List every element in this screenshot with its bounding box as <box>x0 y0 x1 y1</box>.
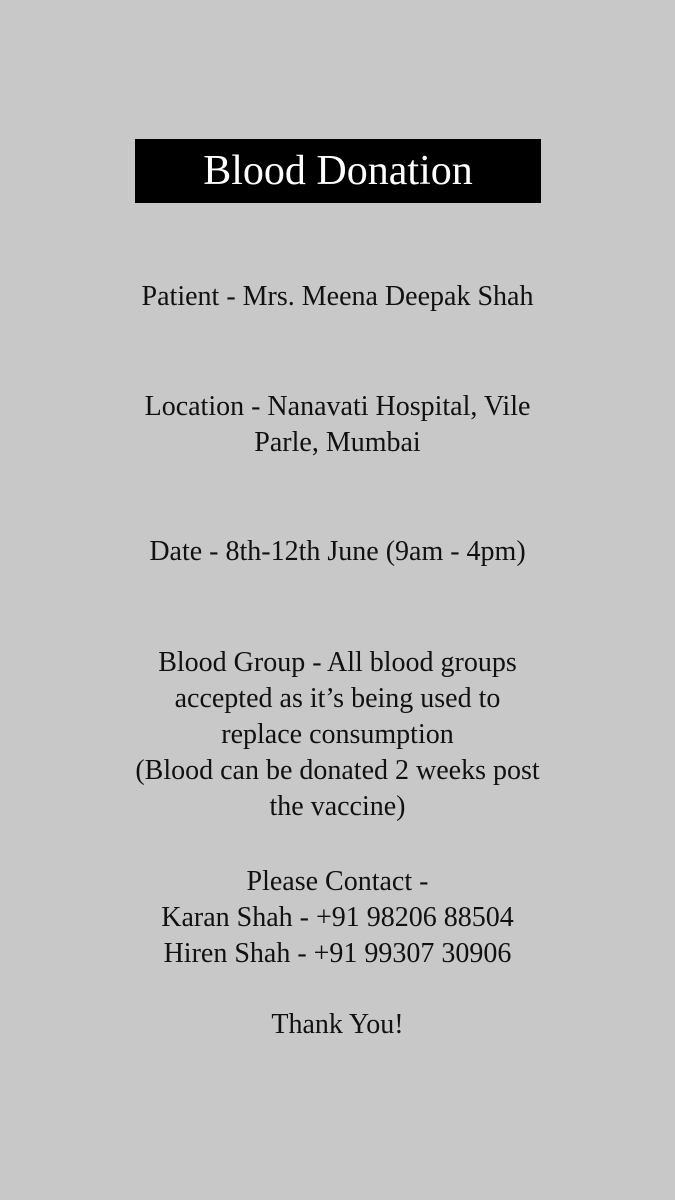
patient-block <box>40 279 635 315</box>
blood-group-line: the vaccine) <box>269 791 406 822</box>
blood-group-line: (Blood can be donated 2 weeks post <box>135 755 540 786</box>
contact-person: Hiren Shah - +91 99307 30906 <box>163 938 512 969</box>
contact-person: Karan Shah - +91 98206 88504 <box>161 902 514 933</box>
date-text: Date - 8th-12th June (9am - 4pm) <box>149 536 526 567</box>
date-block <box>40 534 635 570</box>
blood-group-block <box>40 645 635 825</box>
title-banner <box>135 139 541 203</box>
contact-block <box>40 864 635 972</box>
contact-heading: Please Contact - <box>246 866 429 897</box>
closing-text: Thank You! <box>271 1009 404 1040</box>
location-block <box>40 389 635 461</box>
location-line: Parle, Mumbai <box>254 427 421 458</box>
location-line: Location - Nanavati Hospital, Vile <box>144 391 531 422</box>
blood-group-line: Blood Group - All blood groups <box>158 647 517 678</box>
closing-block <box>40 1007 635 1043</box>
patient-text: Patient - Mrs. Meena Deepak Shah <box>141 281 534 312</box>
blood-group-line: accepted as it’s being used to <box>174 683 501 714</box>
blood-group-line: replace consumption <box>221 719 454 750</box>
title: Blood Donation <box>203 148 473 194</box>
